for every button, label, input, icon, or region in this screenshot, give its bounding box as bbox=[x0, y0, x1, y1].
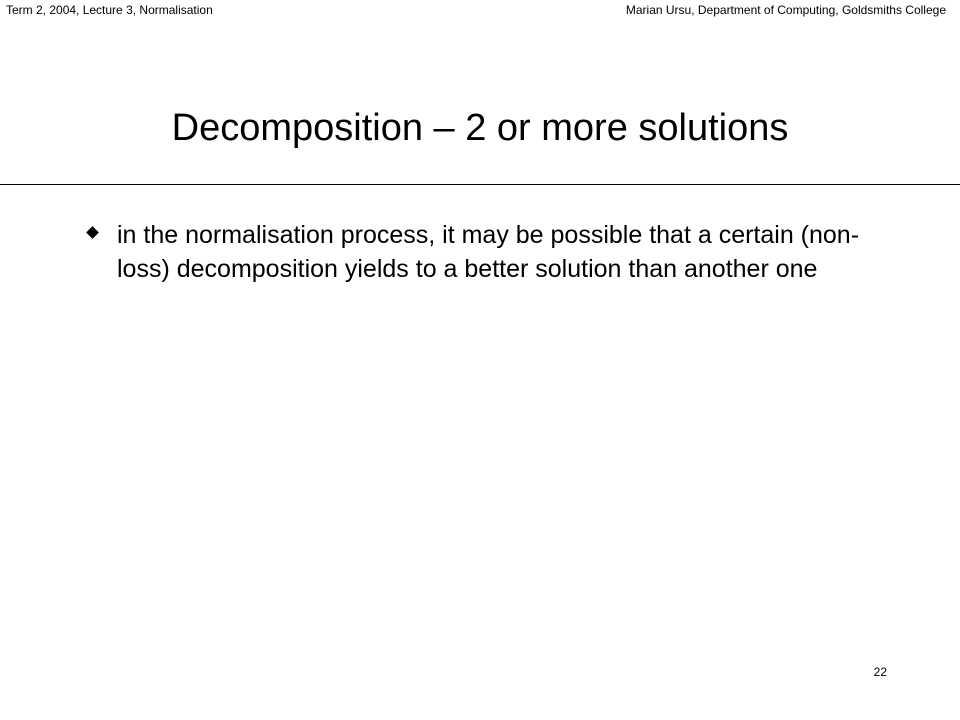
title-divider bbox=[0, 184, 960, 185]
header-author-info: Marian Ursu, Department of Computing, Goldsmiths College bbox=[625, 3, 946, 17]
page-number: 22 bbox=[873, 665, 887, 679]
bullet-text: in the normalisation process, it may be possible that a certain (non-loss) decomposition yields to a better solution than another one bbox=[117, 221, 860, 283]
slide-title: Decomposition – 2 or more solutions bbox=[171, 107, 789, 149]
header-course-info: Term 2, 2004, Lecture 3, Normalisation bbox=[6, 3, 213, 17]
diamond-bullet-icon bbox=[86, 226, 99, 239]
